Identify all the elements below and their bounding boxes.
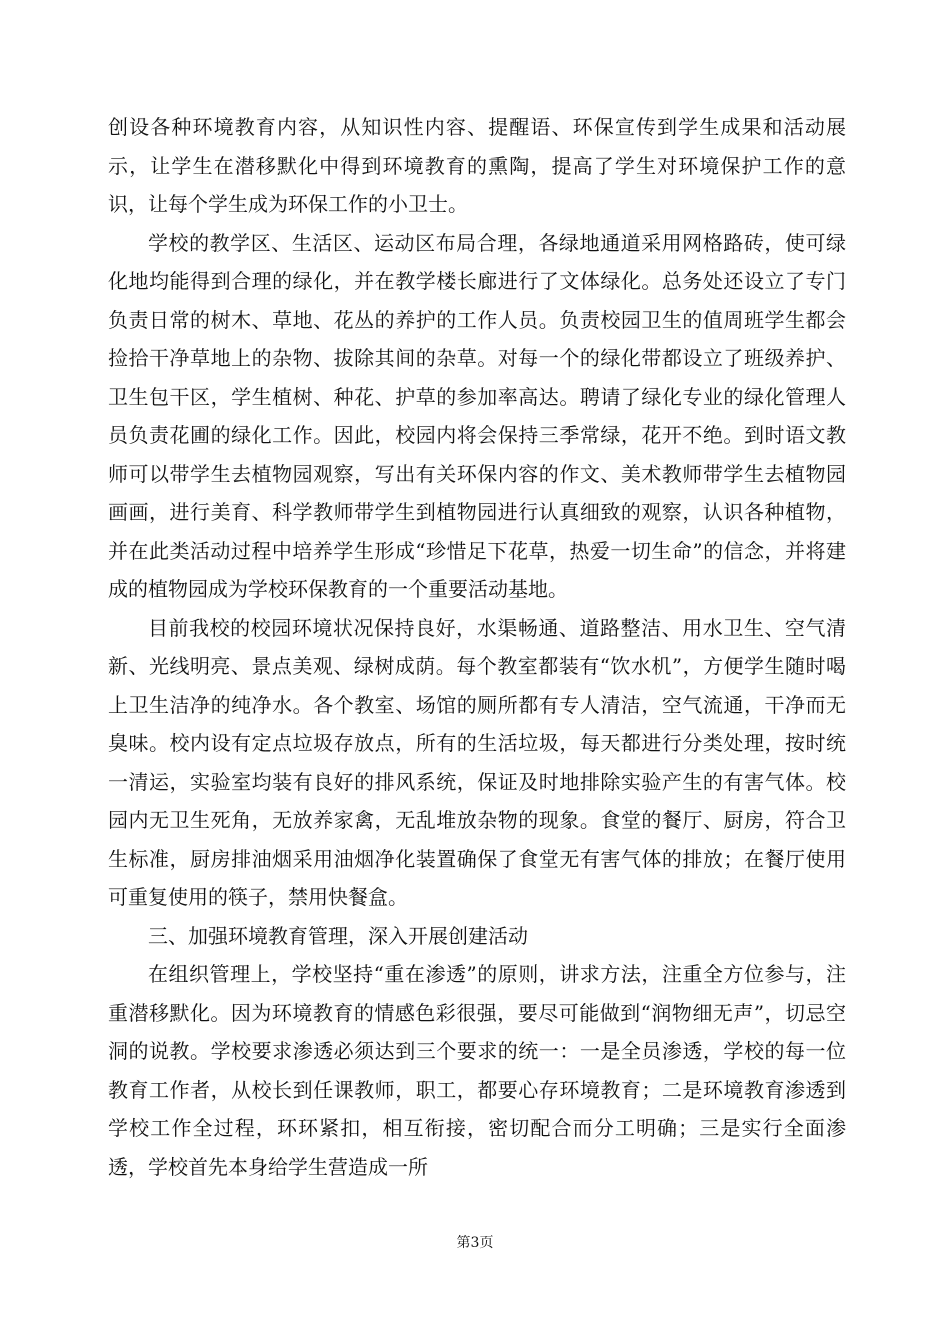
- section-heading: 三、加强环境教育管理，深入开展创建活动: [148, 923, 528, 948]
- paragraph-management: 在组织管理上，学校坚持“重在渗透”的原则，讲求方法，注重全方位参与，注重潜移默化。因为环境教育的情感色彩很强，要尽可能做到“润物细无声”，切忌空洞的说教。学校要求渗透必须达到三个要求的统一：一是全员渗透，学校的每一位教育工作者，从校长到任课教师，职工，都要心存环境教育；二是环境教育渗透到学校工作全过程，环环紧扣，相互衔接，密切配合而分工明确；三是实行全面渗透，学校首先本身给学生营造成一所: [108, 962, 846, 1179]
- paragraph-continuation: 创设各种环境教育内容，从知识性内容、提醒语、环保宣传到学生成果和活动展示，让学生在潜移默化中得到环境教育的熏陶，提高了学生对环境保护工作的意识，让每个学生成为环保工作的小卫士。: [108, 115, 846, 216]
- paragraph-campus-greening: 学校的教学区、生活区、运动区布局合理，各绿地通道采用网格路砖，使可绿化地均能得到合理的绿化，并在教学楼长廊进行了文体绿化。总务处还设立了专门负责日常的树木、草地、花丛的养护的工作人员。负责校园卫生的值周班学生都会捡拾干净草地上的杂物、拔除其间的杂草。对每一个的绿化带都设立了班级养护、卫生包干区，学生植树、种花、护草的参加率高达。聘请了绿化专业的绿化管理人员负责花圃的绿化工作。因此，校园内将会保持三季常绿，花开不绝。到时语文教师可以带学生去植物园观察，写出有关环保内容的作文、美术教师带学生去植物园画画，进行美育、科学教师带学生到植物园进行认真细致的观察，认识各种植物，并在此类活动过程中培养学生形成“珍惜足下花草，热爱一切生命”的信念，并将建成的植物园成为学校环保教育的一个重要活动基地。: [108, 230, 846, 601]
- page-number: 第3页: [456, 1235, 494, 1251]
- paragraph-campus-environment: 目前我校的校园环境状况保持良好，水渠畅通、道路整洁、用水卫生、空气清新、光线明亮、景点美观、绿树成荫。每个教室都装有“饮水机”，方便学生随时喝上卫生洁净的纯净水。各个教室、场馆的厕所都有专人清洁，空气流通，干净而无臭味。校内设有定点垃圾存放点，所有的生活垃圾，每天都进行分类处理，按时统一清运，实验室均装有良好的排风系统，保证及时地排除实验产生的有害气体。校园内无卫生死角，无放养家禽，无乱堆放杂物的现象。食堂的餐厅、厨房，符合卫生标准，厨房排油烟采用油烟净化装置确保了食堂无有害气体的排放；在餐厅使用可重复使用的筷子，禁用快餐盒。: [108, 615, 846, 909]
- document-body: [108, 108, 846, 1186]
